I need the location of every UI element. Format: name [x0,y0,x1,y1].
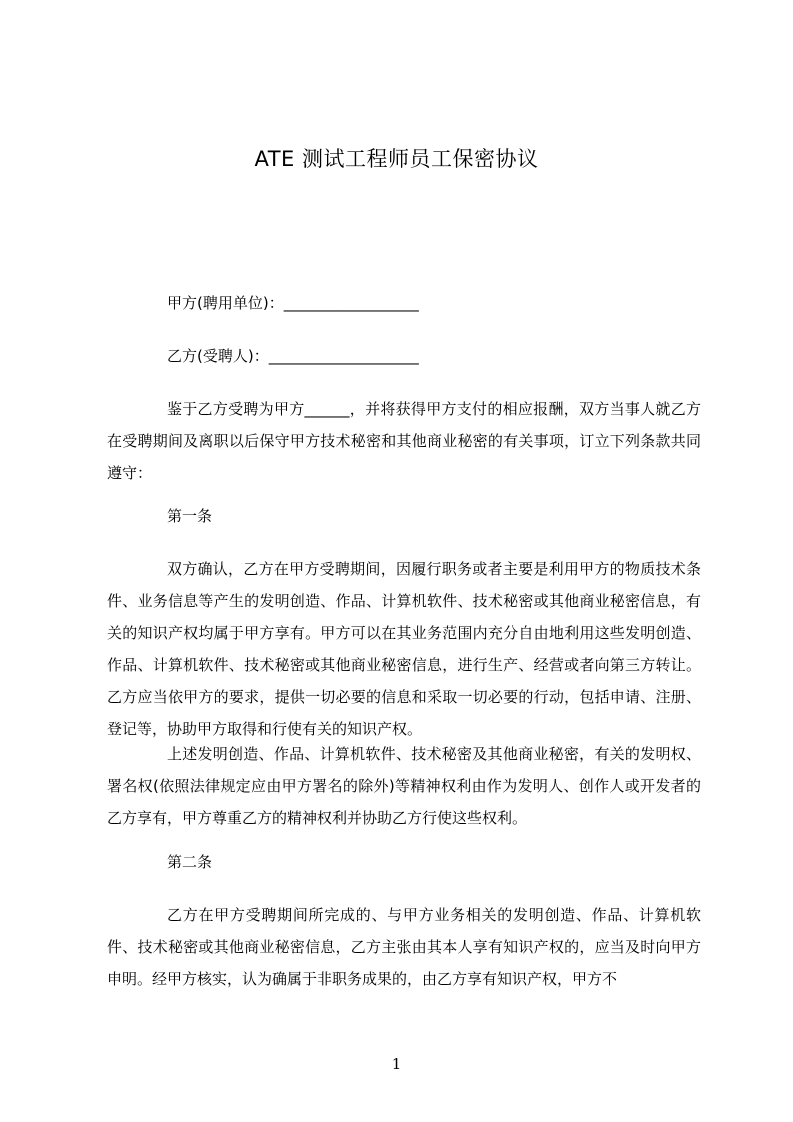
article-2-heading: 第二条 [167,853,213,871]
preamble-paragraph: 鉴于乙方受聘为甲方______，并将获得甲方支付的相应报酬，双方当事人就乙方在受聘期间及离职以后保守甲方技术秘密和其他商业秘密的有关事项，订立下列条款共同遵守： [107,400,701,482]
document-title: ATE 测试工程师员工保密协议 [254,147,539,171]
article-1-paragraph-2: 上述发明创造、作品、计算机软件、技术秘密及其他商业秘密，有关的发明权、署名权(依照法律规定应由甲方署名的除外)等精神权利由作为发明人、创作人或开发者的乙方享有，甲方尊重乙方的精神权利并协助乙方行使这些权利。 [107,745,701,827]
party-a-line: 甲方(聘用单位)：__________________ [167,294,419,312]
article-2-paragraph-1: 乙方在甲方受聘期间所完成的、与甲方业务相关的发明创造、作品、计算机软件、技术秘密或其他商业秘密信息，乙方主张由其本人享有知识产权的，应当及时向甲方申明。经甲方核实，认为确属于非职务成果的，由乙方享有知识产权，甲方不 [107,906,701,988]
article-1-paragraph-1: 双方确认，乙方在甲方受聘期间，因履行职务或者主要是利用甲方的物质技术条件、业务信息等产生的发明创造、作品、计算机软件、技术秘密或其他商业秘密信息，有关的知识产权均属于甲方享有。甲方可以在其业务范围内充分自由地利用这些发明创造、作品、计算机软件、技术秘密或其他商业秘密信息，进行生产、经营或者向第三方转让。乙方应当依甲方的要求，提供一切必要的信息和采取一切必要的行动，包括申请、注册、登记等，协助甲方取得和行使有关的知识产权。 [107,560,701,738]
party-b-line: 乙方(受聘人)：____________________ [167,347,419,365]
page-number: 1 [391,1055,402,1073]
article-1-heading: 第一条 [167,507,213,525]
